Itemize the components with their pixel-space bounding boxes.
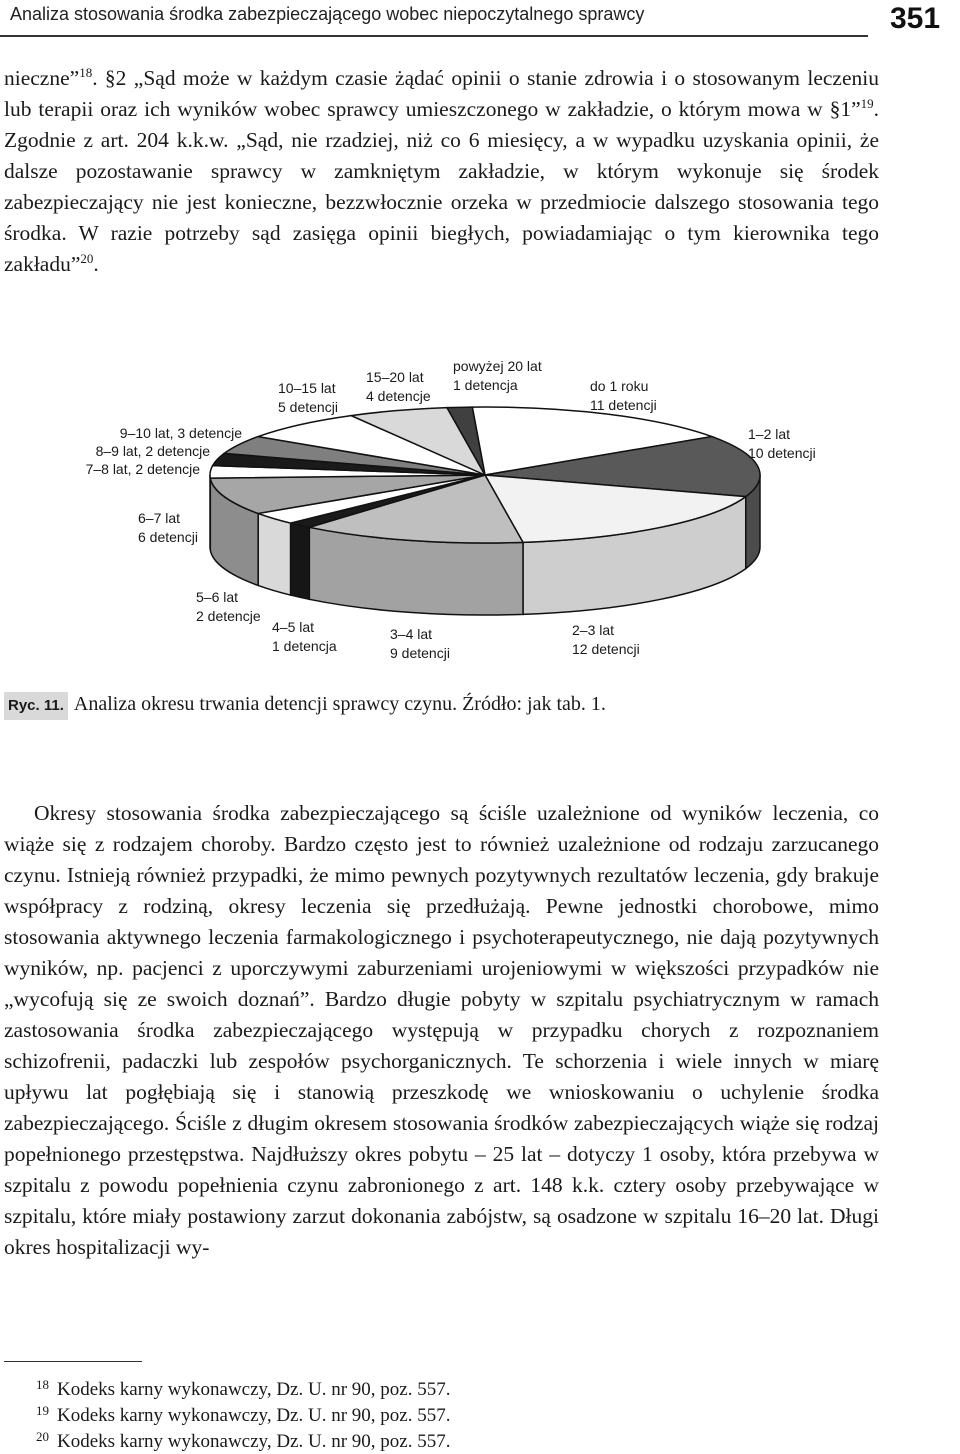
pie-label-3-count: 9 detencji xyxy=(390,645,450,661)
pie-label-8-range: 8–9 lat, 2 detencje xyxy=(95,443,210,459)
paragraph-top-part-3: . Zgodnie z art. 204 k.k.w. „Sąd, nie rzadziej, niż co 6 miesięcy, a w wypadku uzyskania opinii, że dalsze pozostawanie sprawcy w zamkniętym zakładzie, w którym wykonuje się środek zabezpieczający nie jest konieczne, bezzwłocznie orzeka w przedmiocie dalszego stosowania tego środka. W razie potrzeby sąd zasięga opinii biegłych, powiadamiając o tym kierownika tego zakładu” xyxy=(4,97,879,276)
pie-label-8 xyxy=(96,443,211,459)
pie-label-5-count: 2 detencje xyxy=(196,608,261,624)
header-rule xyxy=(0,35,868,37)
pie-label-1 xyxy=(748,426,816,461)
footnote-ref-19[interactable]: 19 xyxy=(860,95,874,111)
pie-label-11 xyxy=(366,369,431,404)
pie-label-11-range: 15–20 lat xyxy=(366,369,424,385)
pie-label-0-count: 11 detencji xyxy=(590,397,657,413)
pie-label-4 xyxy=(272,619,337,654)
footnote-number: 18 xyxy=(36,1377,49,1392)
pie-label-0-range: do 1 roku xyxy=(590,378,649,394)
pie-label-9-range: 9–10 lat, 3 detencje xyxy=(119,425,242,441)
figure-number: Ryc. 11. xyxy=(4,692,68,720)
pie-label-12 xyxy=(453,358,542,393)
pie-label-2 xyxy=(572,622,640,657)
footnote-number: 19 xyxy=(36,1403,49,1418)
paragraph-top xyxy=(4,63,879,280)
pie-label-2-count: 12 detencji xyxy=(572,641,640,657)
pie-label-7 xyxy=(86,461,201,477)
pie-label-9 xyxy=(120,425,242,441)
pie-label-0 xyxy=(590,378,657,413)
footnote-ref-18[interactable]: 18 xyxy=(79,64,93,80)
pie-label-10-count: 5 detencji xyxy=(278,399,338,415)
pie-label-12-count: 1 detencja xyxy=(453,377,518,393)
pie-slice-side-4 xyxy=(291,523,310,599)
footnote-20 xyxy=(36,1425,450,1454)
pie-label-11-count: 4 detencje xyxy=(366,388,431,404)
pie-label-5 xyxy=(196,589,261,624)
pie-slice-side-5 xyxy=(258,513,290,595)
footnote-text: Kodeks karny wykonawczy, Dz. U. nr 90, poz. 557. xyxy=(57,1405,451,1426)
pie-label-3-range: 3–4 lat xyxy=(390,626,433,642)
footnote-18 xyxy=(36,1373,450,1402)
footnote-rule xyxy=(4,1361,142,1362)
pie-label-4-count: 1 detencja xyxy=(272,638,337,654)
pie-label-6-count: 6 detencji xyxy=(138,529,198,545)
pie-chart xyxy=(0,345,960,685)
figure-caption xyxy=(4,690,606,720)
running-header: Analiza stosowania środka zabezpieczającego wobec niepoczytalnego sprawcy xyxy=(10,4,645,24)
page-number: 351 xyxy=(889,2,941,35)
paragraph-top-part-2: . §2 „Sąd może w każdym czasie żądać opinii o stanie zdrowia i o stosowanym leczeniu lub terapii oraz ich wyników wobec sprawcy umieszczonego w zakładzie, o którym mowa w §1” xyxy=(4,66,879,121)
paragraph-top-part-4: . xyxy=(93,252,99,276)
pie-chart-slices xyxy=(210,407,760,543)
footnote-text: Kodeks karny wykonawczy, Dz. U. nr 90, poz. 557. xyxy=(57,1379,451,1400)
footnote-text: Kodeks karny wykonawczy, Dz. U. nr 90, poz. 557. xyxy=(57,1431,451,1452)
paragraph-main: Okresy stosowania środka zabezpieczającego są ściśle uzależnione od wyników leczenia, co wiąże się z rodzajem choroby. Bardzo często jest to również uzależnione od rodzaju zarzucanego czynu. Istnieją również przypadki, że mimo pewnych pozytywnych rezultatów leczenia, gdy brakuje współpracy z rodziną, okresy leczenia się przedłużają. Pewne jednostki chorobowe, mimo stosowania aktywnego leczenia farmakologicznego i psychoterapeutycznego, nie dają pozytywnych wyników, np. pacjenci z uporczywymi zaburzeniami urojeniowymi w większości przypadków nie „wycofują się ze swoich doznań”. Bardzo długie pobyty w szpitalu psychiatrycznym w ramach zastosowania środka zabezpieczającego występują w przypadku chorych z rozpoznaniem schizofrenii, padaczki lub zespołów psychorganicznych. Te schorzenia i wiele innych w miarę upływu lat pogłębiają się i stanowią przeszkodę we wnioskowaniu o uchylenie środka zabezpieczającego. Ściśle z długim okresem stosowania środków zabezpieczających wiąże się rodzaj popełnionego przestępstwa. Najdłuższy okres pobytu – 25 lat – dotyczy 1 osoby, która przebywa w szpitalu z powodu popełnienia czynu zabronionego z art. 148 k.k. cztery osoby przebywające w szpitalu, które miały postawiony zarzut dokonania zabójstw, są osadzone w szpitalu 16–20 lat. Długi okres hospitalizacji wy- xyxy=(4,801,879,1259)
pie-label-1-count: 10 detencji xyxy=(748,445,816,461)
pie-label-10-range: 10–15 lat xyxy=(278,380,336,396)
pie-label-3 xyxy=(390,626,450,661)
footnote-number: 20 xyxy=(36,1429,49,1444)
footnote-19 xyxy=(36,1399,450,1428)
pie-label-2-range: 2–3 lat xyxy=(572,622,615,638)
pie-label-5-range: 5–6 lat xyxy=(196,589,239,605)
pie-label-12-range: powyżej 20 lat xyxy=(453,358,542,374)
pie-label-1-range: 1–2 lat xyxy=(748,426,791,442)
pie-label-7-range: 7–8 lat, 2 detencje xyxy=(85,461,200,477)
pie-label-4-range: 4–5 lat xyxy=(272,619,315,635)
pie-label-6 xyxy=(138,510,198,545)
pie-label-10 xyxy=(278,380,338,415)
pie-label-6-range: 6–7 lat xyxy=(138,510,181,526)
footnote-ref-20[interactable]: 20 xyxy=(80,250,94,266)
figure-caption-text: Analiza okresu trwania detencji sprawcy czynu. Źródło: jak tab. 1. xyxy=(73,693,606,715)
paragraph-top-part-1: nieczne” xyxy=(4,66,80,90)
